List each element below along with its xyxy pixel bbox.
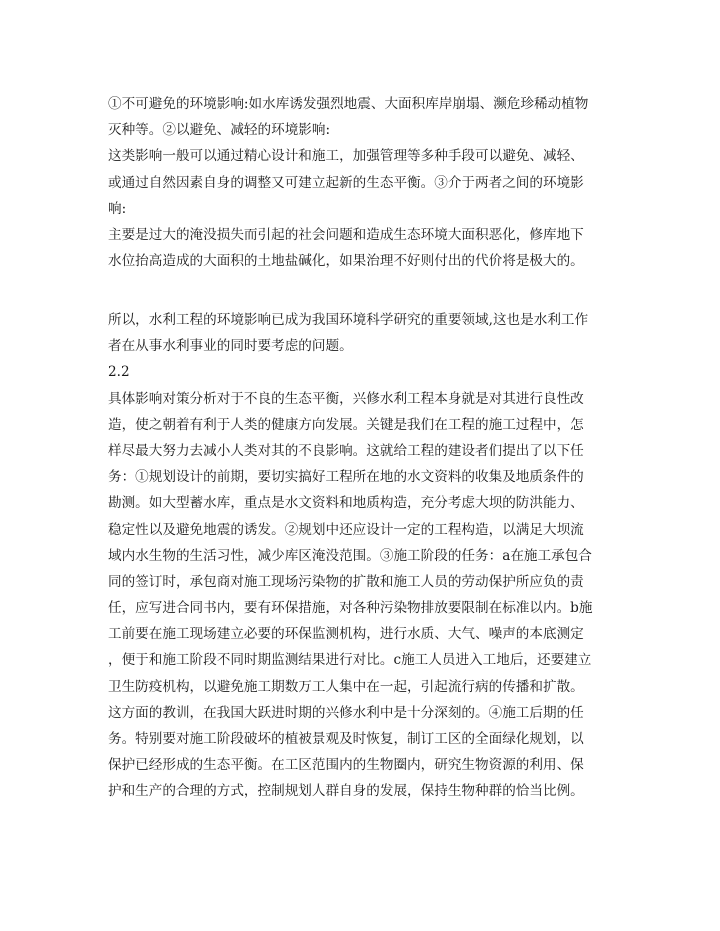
paragraph-environmental-impacts [108, 91, 620, 274]
text-line: 务：①规划设计的前期，要切实搞好工程所在地的水文资料的收集及地质条件的 [108, 469, 584, 486]
text-line: 这类影响一般可以通过精心设计和施工，加强管理等多种手段可以避免、减轻、 [108, 148, 584, 165]
text-line: 具体影响对策分析对于不良的生态平衡，兴修水利工程本身就是对其进行良性改 [108, 390, 584, 407]
text-line: 保护已经形成的生态平衡。在工区范围内的生物圈内，研究生物资源的利用、保 [108, 757, 584, 774]
text-line: 灭种等。②以避免、减轻的环境影响: [108, 122, 331, 139]
paragraph-countermeasures [108, 307, 620, 805]
text-line: 主要是过大的淹没损失而引起的社会问题和造成生态环境大面积恶化，修库地下 [108, 226, 584, 243]
text-line: 同的签订时，承包商对施工现场污染物的扩散和施工人员的劳动保护所应负的责 [108, 573, 584, 590]
text-line: 响: [108, 200, 127, 217]
text-line: 这方面的教训，在我国大跃进时期的兴修水利中是十分深刻的。④施工后期的任 [108, 704, 584, 721]
text-line: 勘测。如大型蓄水库，重点是水文资料和地质构造，充分考虑大坝的防洪能力、 [108, 495, 584, 512]
text-line: 所以，水利工程的环境影响已成为我国环境科学研究的重要领域,这也是水利工作 [108, 312, 589, 328]
text-line: 稳定性以及避免地震的诱发。②规划中还应设计一定的工程构造，以满足大坝流 [108, 521, 584, 538]
text-line: 者在从事水利事业的同时要考虑的问题。 [108, 338, 353, 355]
text-line: 域内水生物的生活习性，减少库区淹没范围。③施工阶段的任务：a在施工承包合 [108, 547, 592, 564]
section-number: 2.2 [108, 364, 130, 381]
text-line: 水位抬高造成的大面积的土地盐碱化，如果治理不好则付出的代价将是极大的。 [108, 253, 584, 270]
text-line: 造，使之朝着有利于人类的健康方向发展。关键是我们在工程的施工过程中，怎 [108, 416, 584, 433]
text-line: 护和生产的合理的方式，控制规划人群自身的发展，保持生物种群的恰当比例。 [108, 783, 584, 800]
text-line: 任，应写进合同书内，要有环保措施，对各种污染物排放要限制在标准以内。b施 [108, 600, 593, 617]
text-line: 工前要在施工现场建立必要的环保监测机构，进行水质、大气、噪声的本底测定 [108, 626, 584, 643]
text-line: 样尽最大努力去减小人类对其的不良影响。这就给工程的建设者们提出了以下任 [108, 442, 584, 459]
text-line: ①不可避免的环境影响:如水库诱发强烈地震、大面积库岸崩塌、濒危珍稀动植物 [108, 96, 589, 112]
text-line: 务。特别要对施工阶段破坏的植被景观及时恢复，制订工区的全面绿化规划，以 [108, 731, 584, 747]
text-line: ，便于和施工阶段不同时期监测结果进行对比。c施工人员进入工地后，还要建立 [108, 652, 592, 669]
text-line: 卫生防疫机构，以避免施工期数万工人集中在一起，引起流行病的传播和扩散。 [108, 678, 584, 695]
text-line: 或通过自然因素自身的调整又可建立起新的生态平衡。③介于两者之间的环境影 [108, 174, 584, 191]
